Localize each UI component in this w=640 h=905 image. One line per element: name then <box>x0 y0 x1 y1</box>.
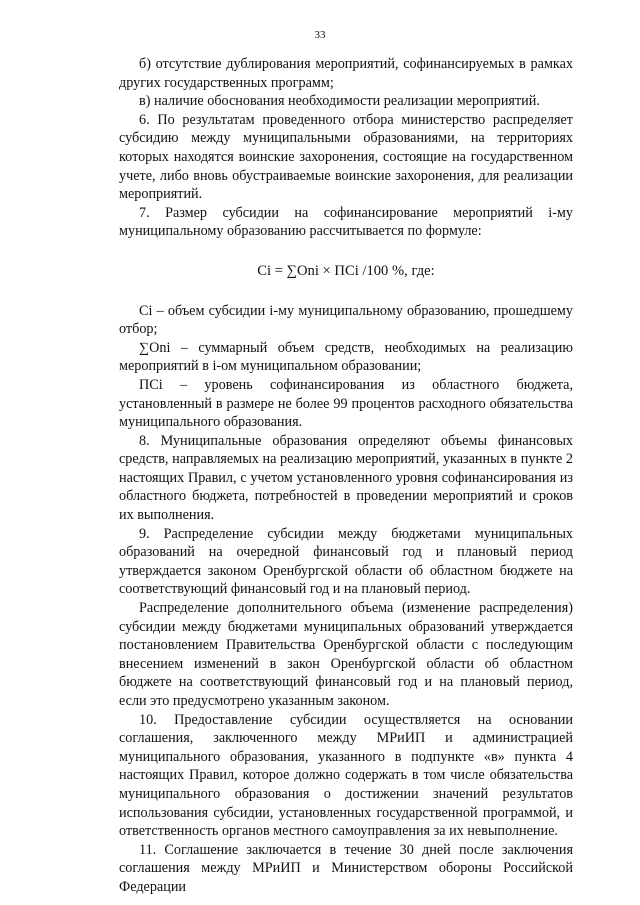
paragraph-8: 8. Муниципальные образования определяют объемы финансовых средств, направляемых на реализацию мероприятий, указанных в пункте 2 настоящих Правил, с учетом установленного уровня софинансирования из областного бюджета, потребностей в проведении мероприятий и сроков их выполнения. <box>119 432 573 524</box>
subsidy-formula: Сi = ∑Оni × ПСi /100 %, где: <box>257 262 435 279</box>
paragraph-item-b: б) отсутствие дублирования мероприятий, софинансируемых в рамках других государственных программ; <box>119 56 573 91</box>
paragraph-7: 7. Размер субсидии на софинансирование мероприятий i-му муниципальному образованию рассчитывается по формуле: <box>119 204 573 240</box>
paragraph-9-continued: Распределение дополнительного объема (изменение распределения) субсидии между бюджетами муниципальных образований утверждается постановлением Правительства Оренбургской области с последующим внесением изменений в закон Оренбургской области об областном бюджете на соответствующий финансовый год и на плановый период, если это предусмотрено указанным законом. <box>119 600 573 709</box>
paragraph-item-v: в) наличие обоснования необходимости реализации мероприятий. <box>139 93 540 110</box>
paragraph-10: 10. Предоставление субсидии осуществляется на основании соглашения, заключенного между МРиИП и администрацией муниципального образования, указанного в подпункте «в» пункта 4 настоящих Правил, которое должно содержать в том числе обязательства муниципального образования о достижении значений результатов использования субсидии, установленных государственной программой, и ответственность органов местного самоуправления за их невыполнение. <box>119 711 573 840</box>
paragraph-11: 11. Соглашение заключается в течение 30 дней после заключения соглашения между МРиИП и Министерством обороны Российской Федерации <box>119 841 573 895</box>
definition-psi: ПСi – уровень софинансирования из областного бюджета, установленный в размере не более 99 процентов расходного обязательства муниципального образования. <box>119 376 573 431</box>
document-body <box>119 55 573 897</box>
paragraph-6: 6. По результатам проведенного отбора министерство распределяет субсидию между муниципальными образованиями, на территориях которых находятся воинские захоронения, состоящие на государственном учете, либо вновь обустраиваемые воинские захоронения, для реализации мероприятий. <box>119 111 573 203</box>
definition-ci: Сi – объем субсидии i-му муниципальному образованию, прошедшему отбор; <box>119 302 573 338</box>
paragraph-9: 9. Распределение субсидии между бюджетами муниципальных образований на очередной финансовый год и плановый период утверждается законом Оренбургской области об областном бюджете на соответствующий финансовый год и на плановый период. <box>119 525 573 598</box>
definition-sum-oni: ∑Оni – суммарный объем средств, необходимых на реализацию мероприятий в i-ом муниципальном образовании; <box>119 339 573 375</box>
page-number: 33 <box>314 29 326 41</box>
